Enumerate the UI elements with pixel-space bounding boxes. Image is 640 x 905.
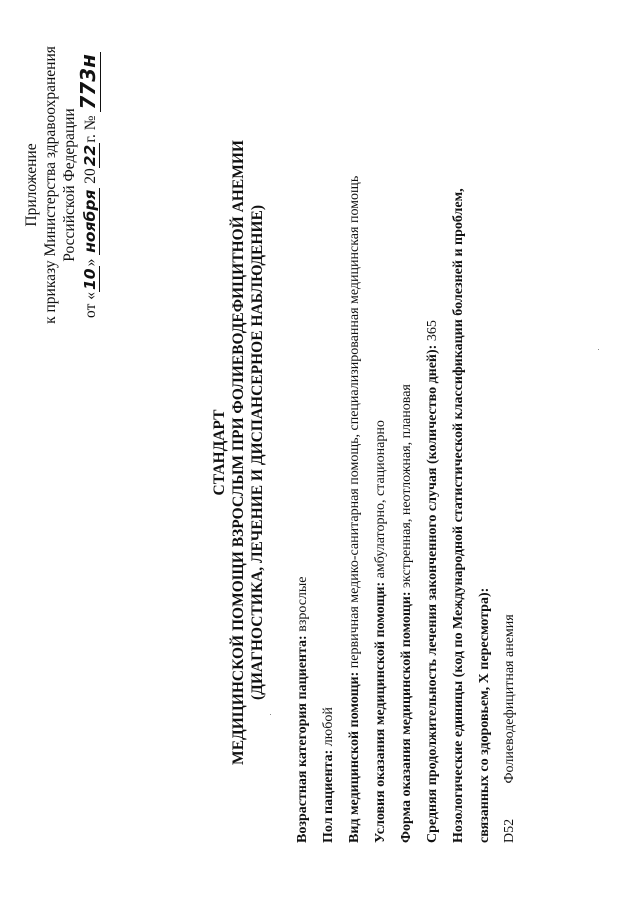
year-suffix: г. №	[82, 115, 99, 143]
field-form	[394, 23, 420, 843]
standard-title-line-2: (ДИАГНОСТИКА, ЛЕЧЕНИЕ И ДИСПАНСЕРНОЕ НАБЛЮДЕНИЕ)	[249, 205, 266, 700]
field-duration-value: 365	[425, 320, 440, 342]
field-age	[290, 23, 316, 843]
document-title	[210, 0, 267, 905]
field-duration-label: Средняя продолжительность лечения законченного случая (количество дней):	[425, 344, 440, 843]
code-row	[500, 614, 520, 843]
field-type-value: первичная медико-санитарная помощь, специализированная медицинская помощь	[347, 175, 362, 669]
date-day-suffix: »	[82, 258, 99, 267]
standard-title-line-1: МЕДИЦИНСКОЙ ПОМОЩИ ВЗРОСЛЫМ ПРИ ФОЛИЕВОДЕФИЦИТНОЙ АНЕМИИ	[230, 140, 247, 765]
field-nosology-line-1	[446, 23, 472, 843]
handwritten-day: 10	[81, 268, 99, 290]
scan-speck	[598, 349, 599, 350]
nosology-label-1: Нозологические единицы (код по Международной статистической классификации болезней и проблем,	[451, 188, 466, 843]
field-sex-value: любой	[321, 707, 336, 747]
field-sex	[316, 23, 342, 843]
annex-order-line: к приказу Министерства здравоохранения	[42, 46, 59, 324]
field-conditions-label: Условия оказания медицинской помощи:	[373, 581, 388, 843]
field-age-label: Возрастная категория пациента:	[295, 635, 310, 843]
field-form-value: экстренная, неотложная, плановая	[399, 384, 414, 588]
standard-fields	[290, 23, 498, 843]
field-conditions-value: амбулаторно, стационарно	[373, 420, 388, 579]
handwritten-year: 22	[81, 144, 99, 167]
field-type	[342, 23, 368, 843]
year-prefix: 20	[82, 168, 99, 184]
date-prefix: от «	[82, 292, 99, 318]
field-sex-label: Пол пациента:	[321, 749, 336, 843]
field-age-value: взрослые	[295, 576, 310, 632]
field-type-label: Вид медицинской помощи:	[347, 671, 362, 843]
annex-date-line	[76, 35, 100, 335]
field-conditions	[368, 23, 394, 843]
annex-block	[22, 35, 100, 335]
nosology-codes	[500, 614, 520, 843]
annex-federation-line: Российской Федерации	[61, 108, 78, 262]
field-duration	[420, 23, 446, 843]
field-form-label: Форма оказания медицинской помощи:	[399, 591, 414, 843]
scan-speck	[270, 714, 271, 715]
handwritten-number: 773н	[76, 54, 100, 110]
standard-heading: СТАНДАРТ	[211, 409, 228, 496]
icd-code: D52	[502, 818, 517, 843]
nosology-label-2: связанных со здоровьем, X пересмотра):	[477, 587, 492, 843]
annex-title: Приложение	[23, 143, 40, 227]
icd-name: Фолиеводефицитная анемия	[502, 614, 517, 784]
field-nosology-line-2	[472, 23, 498, 843]
handwritten-month: ноября	[81, 189, 99, 253]
